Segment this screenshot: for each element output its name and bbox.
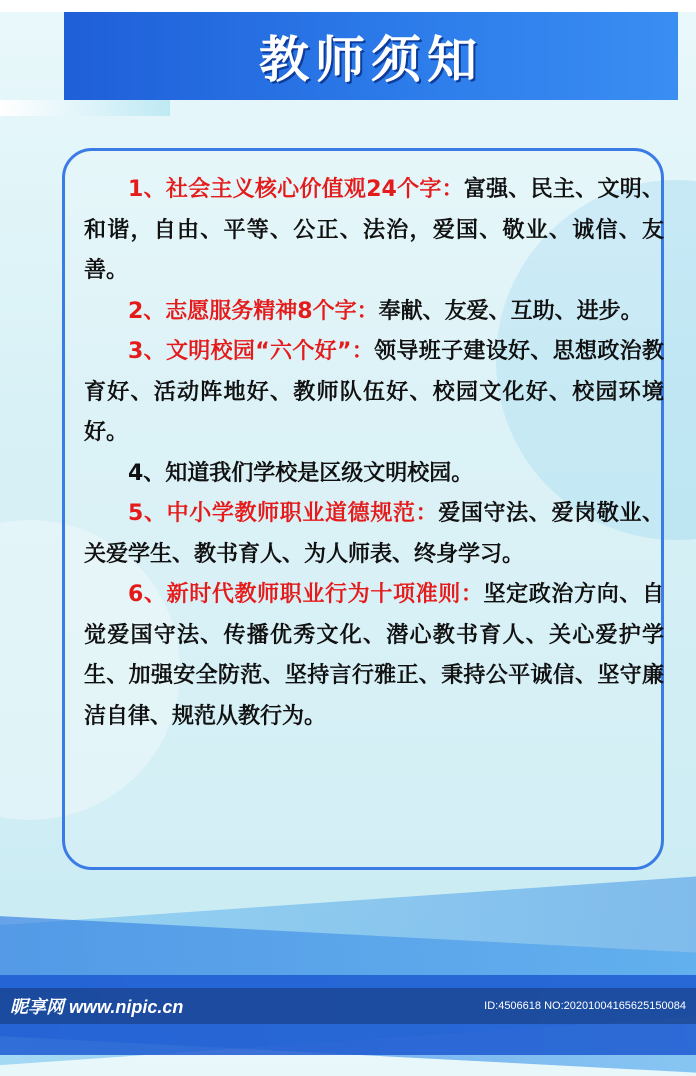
image-id-watermark: ID:4506618 NO:20201004165625150084 — [484, 1000, 686, 1012]
notice-item-4 — [84, 454, 664, 495]
notice-item-5 — [84, 494, 664, 575]
notice-item-body: 领导班子建设好、思想政治教育好、活动阵地好、教师队伍好、校园文化好、校园环境好。 — [84, 339, 664, 445]
notice-item-6 — [84, 575, 664, 737]
notice-item-body: 富强、民主、文明、和谐，自由、平等、公正、法治，爱国、敬业、诚信、友善。 — [84, 177, 664, 283]
top-stripe — [0, 0, 696, 12]
notice-content — [84, 170, 664, 737]
notice-item-body: 奉献、友爱、互助、进步。 — [378, 298, 643, 324]
notice-item-heading: 6、新时代教师职业行为十项准则： — [128, 582, 484, 607]
notice-item-heading: 5、中小学教师职业道德规范： — [128, 501, 439, 526]
notice-item-heading: 3、文明校园“六个好”： — [128, 339, 375, 364]
notice-item-body: 4、知道我们学校是区级文明校园。 — [128, 460, 474, 486]
notice-item-2 — [84, 292, 664, 333]
title-banner — [64, 12, 678, 100]
notice-item-body: 爱国守法、爱岗敬业、关爱学生、教书育人、为人师表、终身学习。 — [84, 501, 664, 567]
left-accent-bar — [0, 100, 170, 116]
watermark-bar — [0, 988, 696, 1024]
site-watermark: 昵享网 www.nipic.cn — [10, 997, 184, 1017]
notice-item-3 — [84, 332, 664, 454]
page-title: 教师须知 — [259, 30, 483, 89]
notice-item-body: 坚定政治方向、自觉爱国守法、传播优秀文化、潜心教书育人、关心爱护学生、加强安全防范、坚持言行雅正、秉持公平诚信、坚守廉洁自律、规范从教行为。 — [84, 582, 664, 729]
notice-item-1 — [84, 170, 664, 292]
notice-item-heading: 1、社会主义核心价值观24个字： — [128, 177, 464, 202]
notice-item-heading: 2、志愿服务精神8个字： — [128, 298, 379, 324]
